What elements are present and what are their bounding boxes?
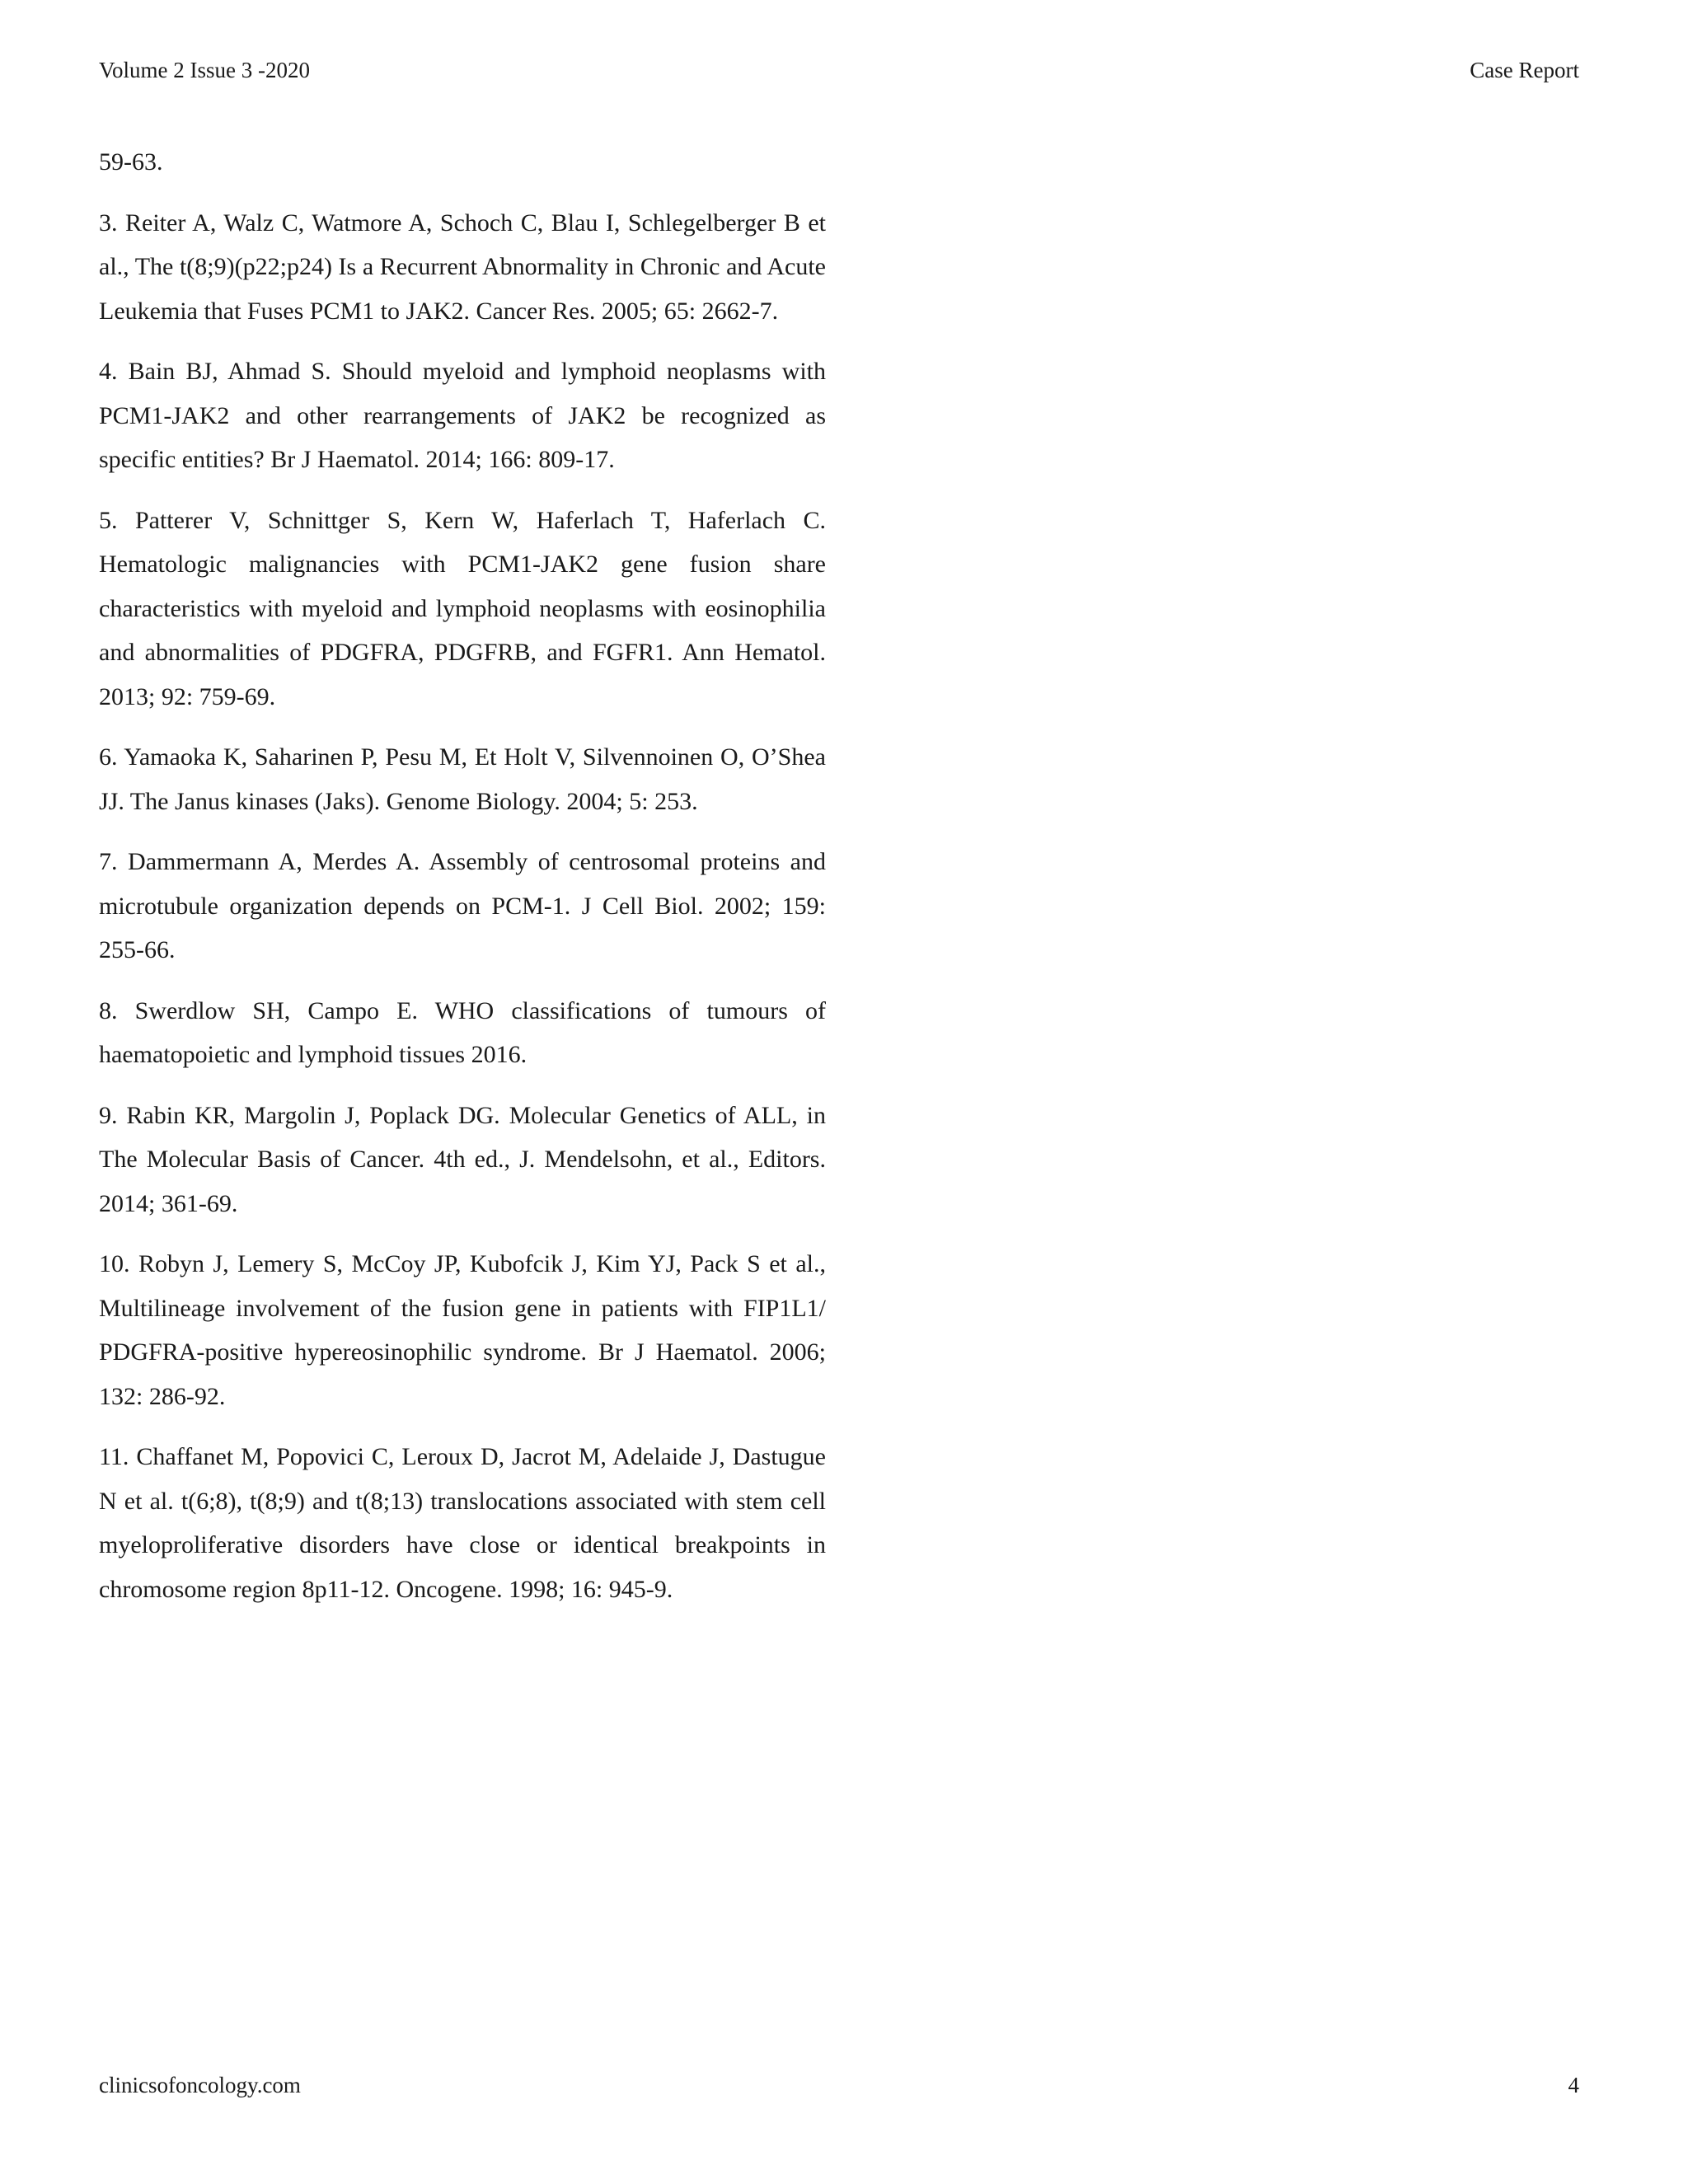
journal-website: clinicsofoncology.com	[99, 2073, 301, 2097]
reference-item-4: 4. Bain BJ, Ahmad S. Should myeloid and lymphoid neoplasms with PCM1-JAK2 and other rearrangements of JAK2 be recognized as specific entities? Br J Haematol. 2014; 166: 809-17.	[99, 358, 826, 473]
reference-item-6: 6. Yamaoka K, Saharinen P, Pesu M, Et Holt V, Silvennoinen O, O’Shea JJ. The Janus kinases (Jaks). Genome Biology. 2004; 5: 253.	[99, 743, 826, 815]
reference-item-10: 10. Robyn J, Lemery S, McCoy JP, Kubofcik J, Kim YJ, Pack S et al., Multilineage involvement of the fusion gene in patients with FIP1L1/ PDGFRA-positive hypereosinophilic syndrome. Br J Haematol. 2006; 132: 286-92.	[99, 1250, 826, 1410]
reference-item-7: 7. Dammermann A, Merdes A. Assembly of centrosomal proteins and microtubule organization depends on PCM-1. J Cell Biol. 2002; 159: 255-66.	[99, 848, 826, 963]
article-type: Case Report	[1470, 58, 1579, 82]
reference-continuation: 59-63.	[99, 148, 163, 176]
reference-item-11: 11. Chaffanet M, Popovici C, Leroux D, Jacrot M, Adelaide J, Dastugue N et al. t(6;8), t(8;9) and t(8;13) translocations associated with stem cell myeloproliferative disorders have close or identical breakpoints in chromosome region 8p11-12. Oncogene. 1998; 16: 945-9.	[99, 1443, 826, 1603]
reference-item-3: 3. Reiter A, Walz C, Watmore A, Schoch C, Blau I, Schlegelberger B et al., The t(8;9)(p22;p24) Is a Recurrent Abnormality in Chronic and Acute Leukemia that Fuses PCM1 to JAK2. Cancer Res. 2005; 65: 2662-7.	[99, 209, 826, 325]
reference-item-5: 5. Patterer V, Schnittger S, Kern W, Haferlach T, Haferlach C. Hematologic malignancies with PCM1-JAK2 gene fusion share characteristics with myeloid and lymphoid neoplasms with eosinophilia and abnormalities of PDGFRA, PDGFRB, and FGFR1. Ann Hematol. 2013; 92: 759-69.	[99, 506, 826, 710]
reference-item-9: 9. Rabin KR, Margolin J, Poplack DG. Molecular Genetics of ALL, in The Molecular Basis of Cancer. 4th ed., J. Mendelsohn, et al., Editors. 2014; 361-69.	[99, 1101, 826, 1217]
reference-list	[99, 140, 826, 1628]
reference-item-8: 8. Swerdlow SH, Campo E. WHO classifications of tumours of haematopoietic and lymphoid tissues 2016.	[99, 996, 826, 1068]
journal-volume: Volume 2 Issue 3 -2020	[99, 58, 310, 82]
page-number: 4	[1568, 2073, 1579, 2097]
